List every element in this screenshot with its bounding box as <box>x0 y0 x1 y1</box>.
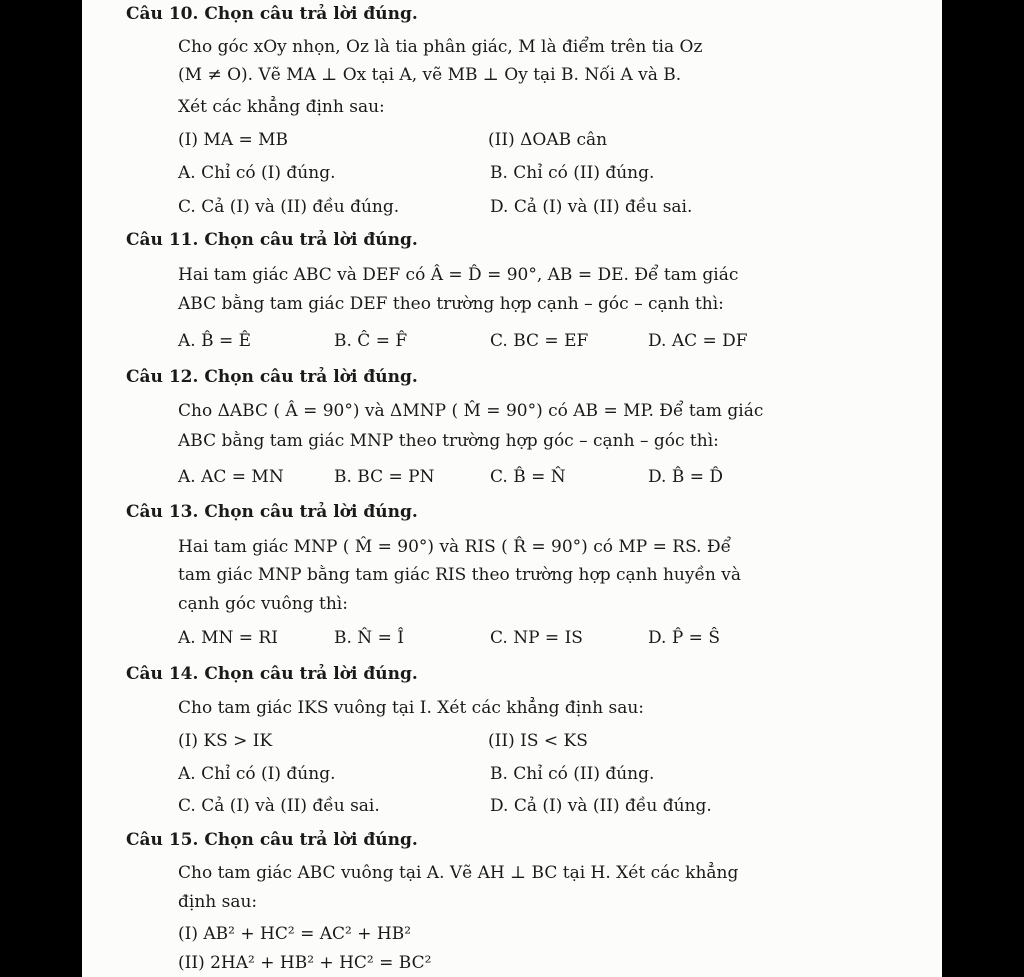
question-14-option-d: D. Cả (I) và (II) đều đúng. <box>490 796 712 816</box>
question-10-body-line: Cho góc xOy nhọn, Oz là tia phân giác, M là điểm trên tia Oz <box>178 37 703 57</box>
question-14-option-a: A. Chỉ có (I) đúng. <box>178 764 336 784</box>
question-14-statement-1: (I) KS > IK <box>178 731 273 751</box>
question-10-option-b: B. Chỉ có (II) đúng. <box>490 163 655 183</box>
question-10-statement-1: (I) MA = MB <box>178 130 289 150</box>
question-12-body-line: ABC bằng tam giác MNP theo trường hợp góc – cạnh – góc thì: <box>178 431 719 451</box>
question-13-option-b: B. N̂ = Î <box>334 628 404 648</box>
question-12-body-line: Cho ΔABC ( Â = 90°) và ΔMNP ( M̂ = 90°) có AB = MP. Để tam giác <box>178 401 764 421</box>
question-11-body-line: Hai tam giác ABC và DEF có Â = D̂ = 90°, AB = DE. Để tam giác <box>178 265 739 285</box>
question-10-body-line: Xét các khẳng định sau: <box>178 97 385 117</box>
question-15-title: Câu 15. Chọn câu trả lời đúng. <box>126 830 418 850</box>
question-13-body-line: tam giác MNP bằng tam giác RIS theo trường hợp cạnh huyền và <box>178 565 742 585</box>
question-10-statement-2: (II) ΔOAB cân <box>488 130 608 150</box>
question-12-option-b: B. BC = PN <box>334 467 435 487</box>
document-page <box>82 0 942 977</box>
question-13-title: Câu 13. Chọn câu trả lời đúng. <box>126 502 418 522</box>
question-14-option-c: C. Cả (I) và (II) đều sai. <box>178 796 380 816</box>
question-12-option-a: A. AC = MN <box>178 467 284 487</box>
question-11-option-d: D. AC = DF <box>648 331 748 351</box>
question-10-title: Câu 10. Chọn câu trả lời đúng. <box>126 4 418 24</box>
question-13-option-c: C. NP = IS <box>490 628 583 648</box>
question-10-option-c: C. Cả (I) và (II) đều đúng. <box>178 197 400 217</box>
question-11-title: Câu 11. Chọn câu trả lời đúng. <box>126 230 418 250</box>
question-14-option-b: B. Chỉ có (II) đúng. <box>490 764 655 784</box>
question-11-body-line: ABC bằng tam giác DEF theo trường hợp cạnh – góc – cạnh thì: <box>178 294 724 314</box>
question-10-body-line: (M ≠ O). Vẽ MA ⊥ Ox tại A, vẽ MB ⊥ Oy tại B. Nối A và B. <box>178 65 682 85</box>
question-15-statement-2: (II) 2HA² + HB² + HC² = BC² <box>178 953 432 973</box>
question-11-option-a: A. B̂ = Ê <box>178 331 252 351</box>
question-12-option-d: D. B̂ = D̂ <box>648 467 724 487</box>
question-13-body-line: Hai tam giác MNP ( M̂ = 90°) và RIS ( R̂ = 90°) có MP = RS. Để <box>178 537 732 557</box>
question-12-title: Câu 12. Chọn câu trả lời đúng. <box>126 367 418 387</box>
question-15-statement-1: (I) AB² + HC² = AC² + HB² <box>178 924 412 944</box>
question-11-option-c: C. BC = EF <box>490 331 589 351</box>
question-10-option-d: D. Cả (I) và (II) đều sai. <box>490 197 693 217</box>
question-13-option-d: D. P̂ = Ŝ <box>648 628 720 648</box>
question-14-statement-2: (II) IS < KS <box>488 731 588 751</box>
question-13-body-line: cạnh góc vuông thì: <box>178 594 348 614</box>
question-14-body-line: Cho tam giác IKS vuông tại I. Xét các khẳng định sau: <box>178 698 645 718</box>
question-11-option-b: B. Ĉ = F̂ <box>334 331 408 351</box>
question-15-body-line: Cho tam giác ABC vuông tại A. Vẽ AH ⊥ BC tại H. Xét các khẳng <box>178 863 739 883</box>
question-13-option-a: A. MN = RI <box>178 628 278 648</box>
question-10-option-a: A. Chỉ có (I) đúng. <box>178 163 336 183</box>
question-14-title: Câu 14. Chọn câu trả lời đúng. <box>126 664 418 684</box>
question-12-option-c: C. B̂ = N̂ <box>490 467 566 487</box>
question-15-body-line: định sau: <box>178 892 258 912</box>
